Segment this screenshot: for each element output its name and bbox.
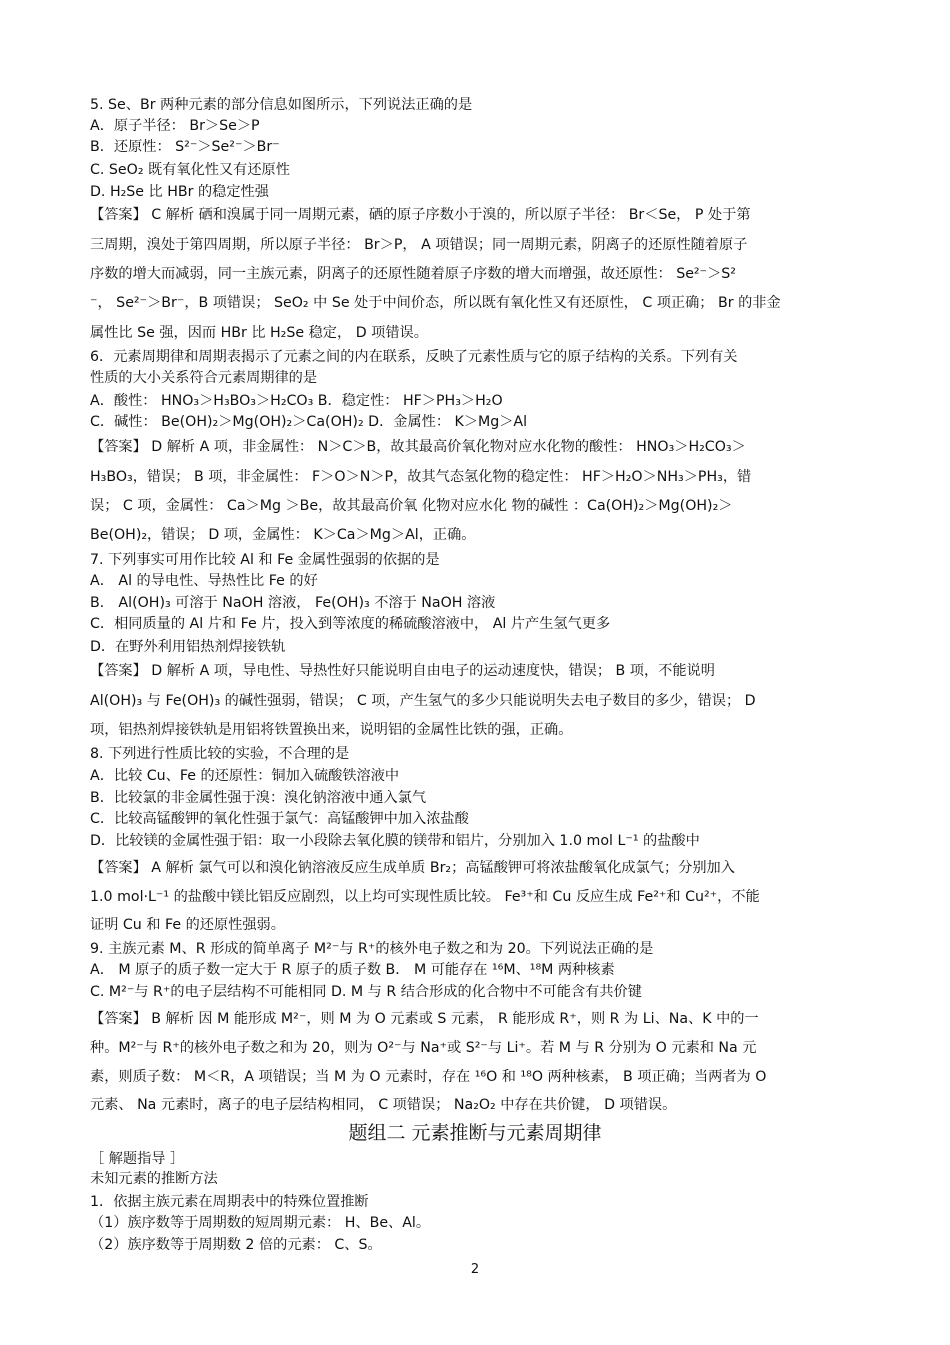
text-line: 【答案】 C 解析 硒和溴属于同一周期元素，硒的原子序数小于溴的，所以原子半径： Br＜Se， P 处于第 <box>90 207 751 223</box>
text-line: 1.0 mol·L⁻¹ 的盐酸中镁比铝反应剧烈，以上均可实现性质比较。 Fe³⁺和 Cu 反应生成 Fe²⁺和 Cu²⁺，不能 <box>90 889 760 905</box>
text-line: C. M²⁻与 R⁺的电子层结构不可能相同 D. M 与 R 结合形成的化合物中不可能含有共价键 <box>90 984 642 1000</box>
text-line: C．比较高锰酸钾的氧化性强于氯气：高锰酸钾中加入浓盐酸 <box>90 811 469 827</box>
text-line: D．比较镁的金属性强于铝：取一小段除去氧化膜的镁带和铝片，分别加入 1.0 mol L⁻¹ 的盐酸中 <box>90 833 700 849</box>
page-number: 2 <box>470 1262 480 1277</box>
text-line: B．比较氯的非金属性强于溴：溴化钠溶液中通入氯气 <box>90 790 427 806</box>
text-line: B． Al(OH)₃ 可溶于 NaOH 溶液， Fe(OH)₃ 不溶于 NaOH 溶液 <box>90 595 496 611</box>
text-line: 【答案】 B 解析 因 M 能形成 M²⁻，则 M 为 O 元素或 S 元素， R 能形成 R⁺，则 R 为 Li、Na、K 中的一 <box>90 1011 759 1027</box>
text-line: 5. Se、Br 两种元素的部分信息如图所示，下列说法正确的是 <box>90 97 473 113</box>
text-line: 素，则质子数： M＜R，A 项错误；当 M 为 O 元素时，存在 ¹⁶O 和 ¹⁸O 两种核素， B 项正确；当两者为 O <box>90 1069 767 1085</box>
text-line: 【答案】 D 解析 A 项，非金属性： N＞C＞B，故其最高价氧化物对应水化物的酸性： HNO₃＞H₂CO₃＞ <box>90 439 746 455</box>
text-line: 种。M²⁻与 R⁺的核外电子数之和为 20，则为 O²⁻与 Na⁺或 S²⁻与 Li⁺。若 M 与 R 分别为 O 元素和 Na 元 <box>90 1040 757 1056</box>
text-line: 三周期，溴处于第四周期，所以原子半径： Br＞P， A 项错误；同一周期元素，阴离子的还原性随着原子 <box>90 237 748 253</box>
text-line: D．在野外利用铝热剂焊接铁轨 <box>90 639 286 655</box>
text-line: H₃BO₃，错误； B 项，非金属性： F＞O＞N＞P，故其气态氢化物的稳定性： HF＞H₂O＞NH₃＞PH₃，错 <box>90 469 752 485</box>
text-line: 7. 下列事实可用作比较 Al 和 Fe 金属性强弱的依据的是 <box>90 552 440 568</box>
text-line: ⁻， Se²⁻＞Br⁻，B 项错误； SeO₂ 中 Se 处于中间价态，所以既有氧化性又有还原性， C 项正确； Br 的非金 <box>90 295 781 311</box>
text-line: 【答案】 D 解析 A 项，导电性、导热性好只能说明自由电子的运动速度快，错误； B 项，不能说明 <box>90 663 715 679</box>
text-line: A． Al 的导电性、导热性比 Fe 的好 <box>90 573 318 589</box>
text-line: A． M 原子的质子数一定大于 R 原子的质子数 B． M 可能存在 ¹⁶M、¹⁸M 两种核素 <box>90 962 615 978</box>
text-line: C. SeO₂ 既有氧化性又有还原性 <box>90 162 290 178</box>
text-line: C．碱性： Be(OH)₂＞Mg(OH)₂＞Ca(OH)₂ D．金属性： K＞Mg＞Al <box>90 414 528 430</box>
text-line: B．还原性： S²⁻＞Se²⁻＞Br⁻ <box>90 139 280 155</box>
text-line: 属性比 Se 强，因而 HBr 比 H₂Se 稳定， D 项错误。 <box>90 325 428 341</box>
text-line: （1）族序数等于周期数的短周期元素： H、Be、Al。 <box>90 1215 431 1231</box>
text-line: 6．元素周期律和周期表揭示了元素之间的内在联系，反映了元素性质与它的原子结构的关系。下列有关 <box>90 349 738 365</box>
text-line: Be(OH)₂，错误； D 项，金属性： K＞Ca＞Mg＞Al，正确。 <box>90 527 476 543</box>
text-line: D. H₂Se 比 HBr 的稳定性强 <box>90 184 269 200</box>
text-line: 未知元素的推断方法 <box>90 1171 218 1187</box>
text-line: A．比较 Cu、Fe 的还原性：铜加入硫酸铁溶液中 <box>90 768 400 784</box>
text-line: ［ 解题指导 ］ <box>90 1151 185 1167</box>
text-line: 1．依据主族元素在周期表中的特殊位置推断 <box>90 1194 369 1210</box>
text-line: 【答案】 A 解析 氯气可以和溴化钠溶液反应生成单质 Br₂；高锰酸钾可将浓盐酸氧化成氯气；分别加入 <box>90 860 735 876</box>
text-line: 误； C 项，金属性： Ca＞Mg ＞Be，故其最高价氧 化物对应水化 物的碱性 ：Ca(OH)₂＞Mg(OH)₂＞ <box>90 498 733 514</box>
text-line: 性质的大小关系符合元素周期律的是 <box>90 370 318 386</box>
text-line: 8. 下列进行性质比较的实验，不合理的是 <box>90 746 350 762</box>
text-line: 证明 Cu 和 Fe 的还原性强弱。 <box>90 917 285 933</box>
text-line: 元素、 Na 元素时，离子的电子层结构相同， C 项错误； Na₂O₂ 中存在共价键， D 项错误。 <box>90 1097 677 1113</box>
text-line: 项，铝热剂焊接铁轨是用铝将铁置换出来，说明铝的金属性比铁的强，正确。 <box>90 722 573 738</box>
text-line: C．相同质量的 Al 片和 Fe 片，投入到等浓度的稀硫酸溶液中， Al 片产生氢气更多 <box>90 616 611 632</box>
text-line: 9. 主族元素 M、R 形成的简单离子 M²⁻与 R⁺的核外电子数之和为 20。下列说法正确的是 <box>90 941 654 957</box>
text-line: 序数的增大而减弱，同一主族元素，阴离子的还原性随着原子序数的增大而增强，故还原性： Se²⁻＞S² <box>90 266 736 282</box>
text-line: A．酸性： HNO₃＞H₃BO₃＞H₂CO₃ B．稳定性： HF＞PH₃＞H₂O <box>90 393 503 409</box>
text-line: （2）族序数等于周期数 2 倍的元素： C、S。 <box>90 1237 382 1253</box>
text-line: Al(OH)₃ 与 Fe(OH)₃ 的碱性强弱，错误； C 项，产生氢气的多少只能说明失去电子数目的多少，错误； D <box>90 693 756 709</box>
section-heading: 题组二 元素推断与元素周期律 <box>348 1122 602 1144</box>
text-line: A．原子半径： Br＞Se＞P <box>90 118 260 134</box>
